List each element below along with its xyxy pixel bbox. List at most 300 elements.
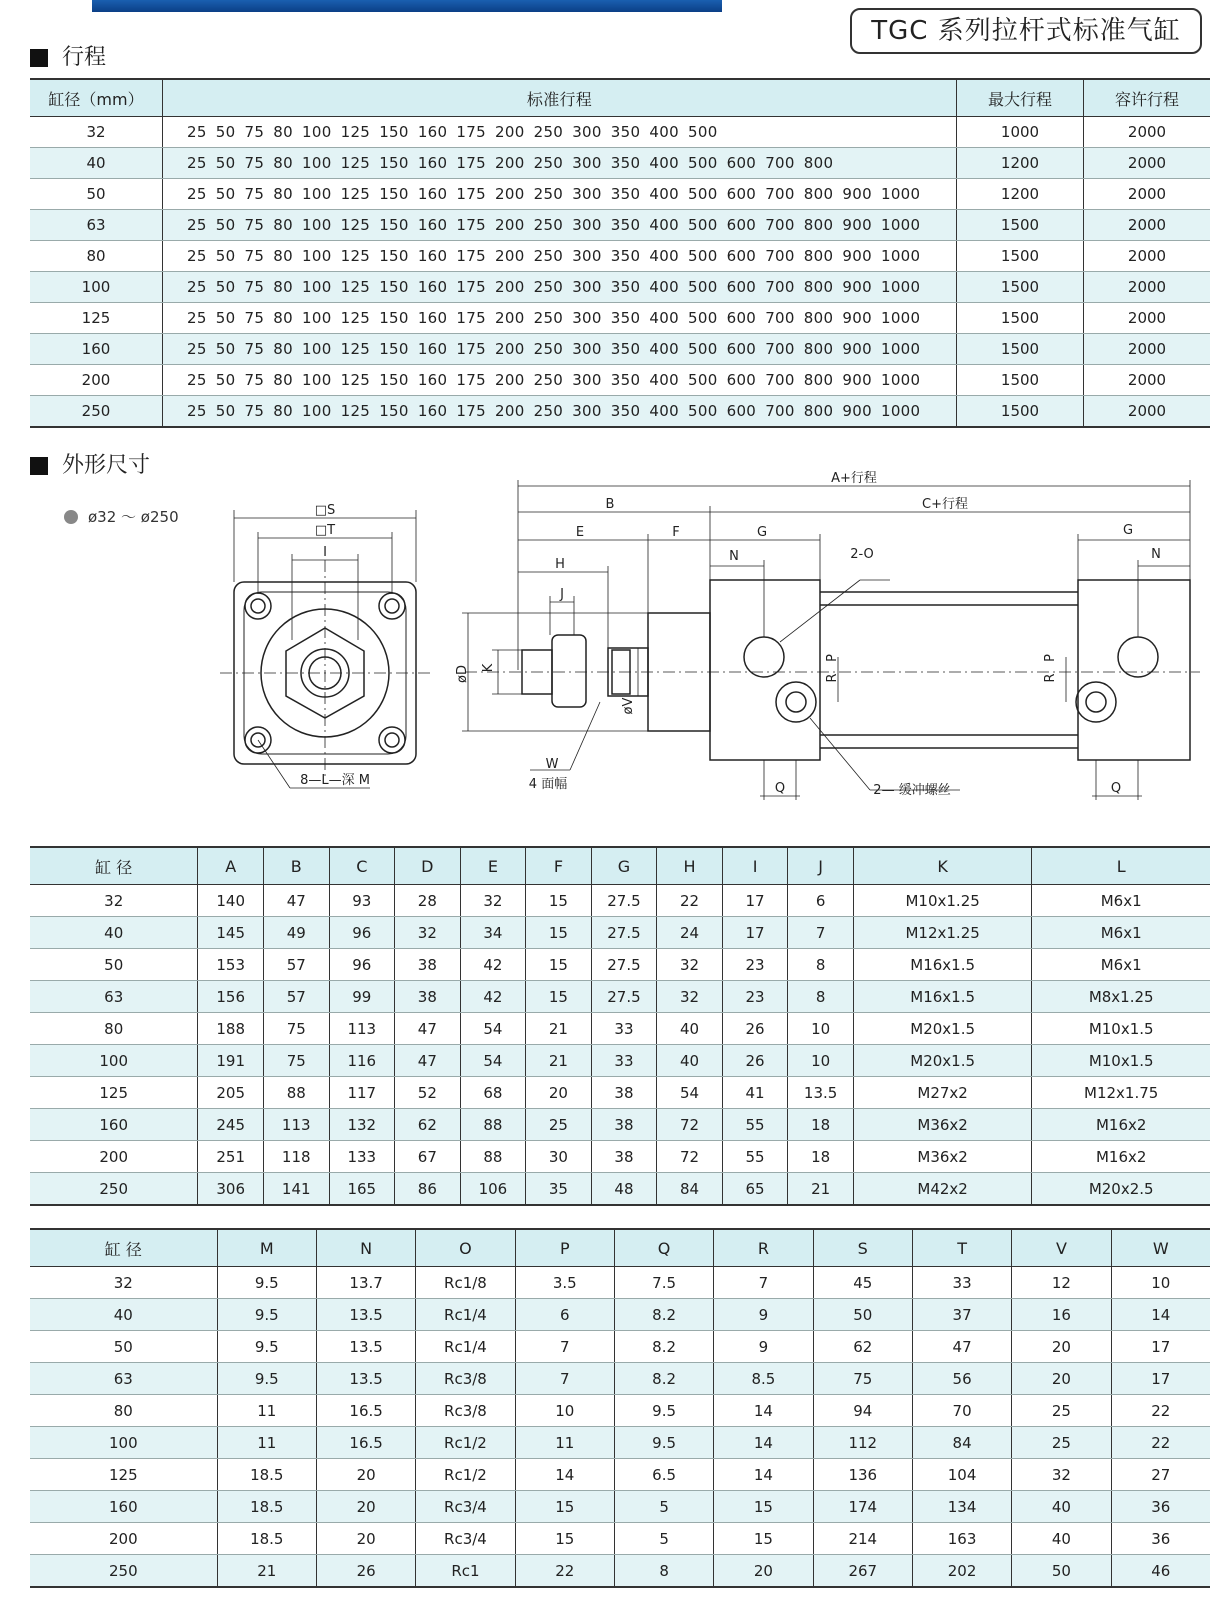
table-cell: 9.5 bbox=[217, 1267, 316, 1299]
table-cell: 15 bbox=[515, 1523, 614, 1555]
table-cell: 156 bbox=[198, 981, 264, 1013]
table-cell: 106 bbox=[460, 1173, 526, 1206]
table-row bbox=[30, 365, 1210, 396]
dim-label-h: H bbox=[555, 557, 565, 572]
section-heading-stroke bbox=[30, 44, 106, 72]
dim-label-f: F bbox=[672, 525, 680, 540]
table-cell: 2000 bbox=[1084, 117, 1211, 148]
table-cell: 80 bbox=[30, 1395, 217, 1427]
table-cell: 1200 bbox=[957, 179, 1084, 210]
table-cell: 25 50 75 80 100 125 150 160 175 200 250 300 350 400 500 600 700 800 900 1000 bbox=[163, 334, 957, 365]
dim-label-p2: P bbox=[1043, 654, 1058, 662]
table-cell: 36 bbox=[1111, 1491, 1210, 1523]
table-cell: 200 bbox=[30, 1141, 198, 1173]
table-cell: 9.5 bbox=[614, 1395, 713, 1427]
table-cell: M27x2 bbox=[853, 1077, 1032, 1109]
top-accent-bar bbox=[92, 0, 722, 12]
table-cell: 52 bbox=[395, 1077, 461, 1109]
table-cell: M8x1.25 bbox=[1032, 981, 1210, 1013]
column-header: E bbox=[460, 847, 526, 885]
table-cell: 50 bbox=[30, 949, 198, 981]
table-cell: 10 bbox=[788, 1045, 854, 1077]
table-cell: 153 bbox=[198, 949, 264, 981]
table-cell: 42 bbox=[460, 981, 526, 1013]
table-cell: 2000 bbox=[1084, 179, 1211, 210]
table-cell: Rc3/8 bbox=[416, 1395, 515, 1427]
table-cell: 8.5 bbox=[714, 1363, 813, 1395]
table-cell: 48 bbox=[591, 1173, 657, 1206]
table-cell: 133 bbox=[329, 1141, 395, 1173]
column-header: 最大行程 bbox=[957, 79, 1084, 117]
table-cell: 267 bbox=[813, 1555, 912, 1588]
table-cell: 125 bbox=[30, 1459, 217, 1491]
table-cell: 41 bbox=[722, 1077, 788, 1109]
table-cell: 250 bbox=[30, 1173, 198, 1206]
table-cell: 26 bbox=[316, 1555, 415, 1588]
table-cell: 50 bbox=[1012, 1555, 1111, 1588]
table-cell: 1500 bbox=[957, 272, 1084, 303]
table-cell: 113 bbox=[329, 1013, 395, 1045]
table-cell: 36 bbox=[1111, 1523, 1210, 1555]
table-cell: Rc1/2 bbox=[416, 1427, 515, 1459]
table-cell: 1000 bbox=[957, 117, 1084, 148]
table-cell: 1500 bbox=[957, 303, 1084, 334]
table-cell: 26 bbox=[722, 1045, 788, 1077]
column-header: M bbox=[217, 1229, 316, 1267]
table-cell: 54 bbox=[460, 1045, 526, 1077]
section-title: 外形尺寸 bbox=[62, 453, 151, 478]
table-cell: M6x1 bbox=[1032, 949, 1210, 981]
table-cell: 165 bbox=[329, 1173, 395, 1206]
table-cell: 32 bbox=[395, 917, 461, 949]
table-cell: 13.5 bbox=[316, 1363, 415, 1395]
table-cell: 16.5 bbox=[316, 1395, 415, 1427]
table-cell: 27.5 bbox=[591, 949, 657, 981]
column-header: 缸 径 bbox=[30, 1229, 217, 1267]
table-row bbox=[30, 303, 1210, 334]
table-cell: 125 bbox=[30, 1077, 198, 1109]
table-cell: 163 bbox=[912, 1523, 1011, 1555]
table-cell: 9.5 bbox=[217, 1331, 316, 1363]
table-cell: 34 bbox=[460, 917, 526, 949]
table-cell: 174 bbox=[813, 1491, 912, 1523]
table-cell: 17 bbox=[1111, 1363, 1210, 1395]
table-cell: 47 bbox=[395, 1045, 461, 1077]
table-row bbox=[30, 241, 1210, 272]
head-cover bbox=[710, 580, 820, 760]
table-cell: 22 bbox=[1111, 1427, 1210, 1459]
table-cell: 30 bbox=[526, 1141, 592, 1173]
dim-label-i: I bbox=[323, 545, 327, 560]
section-title: 行程 bbox=[62, 45, 107, 70]
table-cell: 2000 bbox=[1084, 272, 1211, 303]
table-cell: 8 bbox=[614, 1555, 713, 1588]
table-cell: 12 bbox=[1012, 1267, 1111, 1299]
table-cell: 35 bbox=[526, 1173, 592, 1206]
table-row bbox=[30, 396, 1210, 428]
table-cell: 20 bbox=[1012, 1331, 1111, 1363]
table-cell: M20x1.5 bbox=[853, 1013, 1032, 1045]
table-cell: 28 bbox=[395, 885, 461, 917]
table-cell: 20 bbox=[1012, 1363, 1111, 1395]
dim-label-n: N bbox=[729, 549, 739, 564]
table-cell: 88 bbox=[460, 1109, 526, 1141]
table-cell: 1500 bbox=[957, 210, 1084, 241]
table-cell: 136 bbox=[813, 1459, 912, 1491]
table-cell: 13.5 bbox=[788, 1077, 854, 1109]
table-cell: 75 bbox=[813, 1363, 912, 1395]
table-cell: 7 bbox=[714, 1267, 813, 1299]
table-cell: 134 bbox=[912, 1491, 1011, 1523]
table-cell: 32 bbox=[30, 117, 163, 148]
table-row bbox=[30, 1491, 1210, 1523]
table-cell: 88 bbox=[460, 1141, 526, 1173]
table-cell: 8.2 bbox=[614, 1299, 713, 1331]
column-header: L bbox=[1032, 847, 1210, 885]
dim-label-o: 2-O bbox=[850, 547, 874, 562]
table-cell: 2000 bbox=[1084, 334, 1211, 365]
dim-label-t: □T bbox=[314, 523, 336, 538]
table-cell: 27.5 bbox=[591, 917, 657, 949]
column-header: 标准行程 bbox=[163, 79, 957, 117]
table-cell: 96 bbox=[329, 949, 395, 981]
table-cell: 14 bbox=[1111, 1299, 1210, 1331]
table-cell: 8 bbox=[788, 949, 854, 981]
table-cell: 104 bbox=[912, 1459, 1011, 1491]
table-cell: 140 bbox=[198, 885, 264, 917]
table-cell: 54 bbox=[460, 1013, 526, 1045]
table-cell: 7 bbox=[788, 917, 854, 949]
table-cell: 63 bbox=[30, 210, 163, 241]
table-row bbox=[30, 210, 1210, 241]
table-row bbox=[30, 1459, 1210, 1491]
table-cell: 117 bbox=[329, 1077, 395, 1109]
table-cell: 86 bbox=[395, 1173, 461, 1206]
table-cell: 7 bbox=[515, 1331, 614, 1363]
table-cell: 160 bbox=[30, 1491, 217, 1523]
table-cell: 2000 bbox=[1084, 210, 1211, 241]
table-cell: 17 bbox=[722, 917, 788, 949]
dim-label-d: øD bbox=[455, 665, 470, 683]
table-cell: 11 bbox=[217, 1395, 316, 1427]
table-row bbox=[30, 1109, 1210, 1141]
table-cell: Rc1/4 bbox=[416, 1299, 515, 1331]
table-cell: 191 bbox=[198, 1045, 264, 1077]
dim-label-w: W bbox=[545, 757, 559, 772]
table-cell: 200 bbox=[30, 365, 163, 396]
table-cell: 33 bbox=[912, 1267, 1011, 1299]
dim-label-q2: Q bbox=[1110, 781, 1122, 796]
column-header: R bbox=[714, 1229, 813, 1267]
table-cell: M10x1.25 bbox=[853, 885, 1032, 917]
column-header: K bbox=[853, 847, 1032, 885]
table-cell: 13.5 bbox=[316, 1331, 415, 1363]
table-cell: 20 bbox=[316, 1523, 415, 1555]
table-cell: 23 bbox=[722, 949, 788, 981]
table-cell: M16x2 bbox=[1032, 1109, 1210, 1141]
table-cell: 38 bbox=[591, 1109, 657, 1141]
table-cell: 16 bbox=[1012, 1299, 1111, 1331]
table-cell: 25 50 75 80 100 125 150 160 175 200 250 300 350 400 500 600 700 800 900 1000 bbox=[163, 272, 957, 303]
table-cell: 17 bbox=[1111, 1331, 1210, 1363]
table-cell: 9.5 bbox=[217, 1363, 316, 1395]
table-cell: M6x1 bbox=[1032, 917, 1210, 949]
table-cell: 26 bbox=[722, 1013, 788, 1045]
table-cell: 116 bbox=[329, 1045, 395, 1077]
table-cell: 14 bbox=[714, 1427, 813, 1459]
table-cell: 10 bbox=[515, 1395, 614, 1427]
table-row bbox=[30, 179, 1210, 210]
table-row bbox=[30, 1427, 1210, 1459]
column-header: 缸径（mm） bbox=[30, 79, 163, 117]
table-cell: M16x2 bbox=[1032, 1141, 1210, 1173]
table-cell: 25 bbox=[526, 1109, 592, 1141]
table-cell: 49 bbox=[263, 917, 329, 949]
table-cell: 9 bbox=[714, 1299, 813, 1331]
dimension-drawing bbox=[0, 470, 1222, 820]
table-cell: M10x1.5 bbox=[1032, 1045, 1210, 1077]
table-cell: 21 bbox=[526, 1013, 592, 1045]
hole-note: 8—L—深 M bbox=[300, 773, 370, 788]
table-cell: 27.5 bbox=[591, 885, 657, 917]
table-cell: 16.5 bbox=[316, 1427, 415, 1459]
table-cell: 62 bbox=[813, 1331, 912, 1363]
table-cell: 188 bbox=[198, 1013, 264, 1045]
table-cell: 80 bbox=[30, 241, 163, 272]
table-cell: 27 bbox=[1111, 1459, 1210, 1491]
table-cell: 25 50 75 80 100 125 150 160 175 200 250 300 350 400 500 600 700 800 900 1000 bbox=[163, 241, 957, 272]
table-cell: 99 bbox=[329, 981, 395, 1013]
table-cell: 100 bbox=[30, 1427, 217, 1459]
table-cell: 32 bbox=[30, 885, 198, 917]
table-cell: 21 bbox=[788, 1173, 854, 1206]
table-cell: 15 bbox=[714, 1523, 813, 1555]
dim-label-g: G bbox=[756, 525, 768, 540]
table-cell: 25 bbox=[1012, 1395, 1111, 1427]
table-cell: 2000 bbox=[1084, 303, 1211, 334]
table-cell: 25 50 75 80 100 125 150 160 175 200 250 300 350 400 500 600 700 800 bbox=[163, 148, 957, 179]
table-cell: 50 bbox=[30, 179, 163, 210]
table-cell: 21 bbox=[526, 1045, 592, 1077]
table-cell: 24 bbox=[657, 917, 723, 949]
table-cell: 21 bbox=[217, 1555, 316, 1588]
column-header: D bbox=[395, 847, 461, 885]
table-cell: 75 bbox=[263, 1013, 329, 1045]
table-cell: Rc1/8 bbox=[416, 1267, 515, 1299]
table-cell: 40 bbox=[30, 1299, 217, 1331]
column-header: H bbox=[657, 847, 723, 885]
table-cell: 38 bbox=[395, 949, 461, 981]
cushion-note: 2— 缓冲螺丝 bbox=[873, 783, 951, 798]
stroke-table bbox=[30, 78, 1210, 428]
table-cell: 23 bbox=[722, 981, 788, 1013]
table-cell: 17 bbox=[722, 885, 788, 917]
table-cell: 33 bbox=[591, 1013, 657, 1045]
table-cell: Rc1/4 bbox=[416, 1331, 515, 1363]
table-cell: 22 bbox=[657, 885, 723, 917]
table-cell: 32 bbox=[460, 885, 526, 917]
table-cell: 54 bbox=[657, 1077, 723, 1109]
table-cell: 125 bbox=[30, 303, 163, 334]
table-cell: 38 bbox=[591, 1077, 657, 1109]
dim-label-k: K bbox=[481, 663, 496, 673]
table-cell: 306 bbox=[198, 1173, 264, 1206]
table-cell: 113 bbox=[263, 1109, 329, 1141]
table-cell: 13.5 bbox=[316, 1299, 415, 1331]
table-cell: M6x1 bbox=[1032, 885, 1210, 917]
table-cell: 15 bbox=[526, 981, 592, 1013]
table-cell: 8.2 bbox=[614, 1363, 713, 1395]
column-header: I bbox=[722, 847, 788, 885]
table-cell: 63 bbox=[30, 981, 198, 1013]
column-header: O bbox=[416, 1229, 515, 1267]
table-cell: Rc1 bbox=[416, 1555, 515, 1588]
table-row bbox=[30, 1013, 1210, 1045]
column-header: B bbox=[263, 847, 329, 885]
cap-cover bbox=[1078, 580, 1190, 760]
dim-label-r: R bbox=[825, 673, 840, 683]
table-cell: 94 bbox=[813, 1395, 912, 1427]
table-cell: 15 bbox=[714, 1491, 813, 1523]
table-cell: 250 bbox=[30, 396, 163, 428]
table-row bbox=[30, 917, 1210, 949]
table-cell: 25 50 75 80 100 125 150 160 175 200 250 300 350 400 500 600 700 800 900 1000 bbox=[163, 303, 957, 334]
table-cell: 9.5 bbox=[217, 1299, 316, 1331]
table-cell: 20 bbox=[316, 1459, 415, 1491]
column-header: 容许行程 bbox=[1084, 79, 1211, 117]
table-cell: 25 50 75 80 100 125 150 160 175 200 250 300 350 400 500 600 700 800 900 1000 bbox=[163, 210, 957, 241]
table-cell: 50 bbox=[30, 1331, 217, 1363]
table-cell: M16x1.5 bbox=[853, 949, 1032, 981]
table-cell: 7.5 bbox=[614, 1267, 713, 1299]
column-header: W bbox=[1111, 1229, 1210, 1267]
table-cell: 5 bbox=[614, 1491, 713, 1523]
table-cell: 80 bbox=[30, 1013, 198, 1045]
table-cell: 32 bbox=[30, 1267, 217, 1299]
table-cell: 56 bbox=[912, 1363, 1011, 1395]
table-cell: 70 bbox=[912, 1395, 1011, 1427]
table-cell: 18.5 bbox=[217, 1523, 316, 1555]
table-cell: 22 bbox=[1111, 1395, 1210, 1427]
table-cell: 47 bbox=[263, 885, 329, 917]
column-header: P bbox=[515, 1229, 614, 1267]
table-cell: 118 bbox=[263, 1141, 329, 1173]
table-cell: Rc3/8 bbox=[416, 1363, 515, 1395]
table-cell: 38 bbox=[591, 1141, 657, 1173]
table-row bbox=[30, 334, 1210, 365]
table-row bbox=[30, 1267, 1210, 1299]
column-header: A bbox=[198, 847, 264, 885]
table-cell: 47 bbox=[912, 1331, 1011, 1363]
table-cell: 2000 bbox=[1084, 396, 1211, 428]
table-cell: 6 bbox=[515, 1299, 614, 1331]
table-cell: 8.2 bbox=[614, 1331, 713, 1363]
table-cell: 37 bbox=[912, 1299, 1011, 1331]
table-cell: 14 bbox=[515, 1459, 614, 1491]
table-cell: 20 bbox=[714, 1555, 813, 1588]
table-row bbox=[30, 1045, 1210, 1077]
dim-label-v: øV bbox=[621, 697, 636, 715]
table-cell: 40 bbox=[30, 148, 163, 179]
table-cell: 45 bbox=[813, 1267, 912, 1299]
table-cell: 202 bbox=[912, 1555, 1011, 1588]
column-header: G bbox=[591, 847, 657, 885]
table-row bbox=[30, 272, 1210, 303]
table-cell: 62 bbox=[395, 1109, 461, 1141]
table-cell: 18 bbox=[788, 1109, 854, 1141]
table-cell: 8 bbox=[788, 981, 854, 1013]
table-cell: M42x2 bbox=[853, 1173, 1032, 1206]
table-cell: 40 bbox=[1012, 1491, 1111, 1523]
column-header: F bbox=[526, 847, 592, 885]
table-cell: 32 bbox=[657, 949, 723, 981]
table-cell: 100 bbox=[30, 272, 163, 303]
table-row bbox=[30, 148, 1210, 179]
table-cell: Rc3/4 bbox=[416, 1491, 515, 1523]
table-cell: M36x2 bbox=[853, 1141, 1032, 1173]
table-cell: 9 bbox=[714, 1331, 813, 1363]
table-cell: 160 bbox=[30, 334, 163, 365]
table-cell: 40 bbox=[657, 1045, 723, 1077]
table-row bbox=[30, 1173, 1210, 1206]
table-cell: 9.5 bbox=[614, 1427, 713, 1459]
dim-label-c: C+行程 bbox=[922, 497, 968, 512]
dimension-table-1 bbox=[30, 846, 1210, 1206]
table-cell: M20x1.5 bbox=[853, 1045, 1032, 1077]
table-cell: 250 bbox=[30, 1555, 217, 1588]
dim-label-g2: G bbox=[1122, 523, 1134, 538]
table-cell: 200 bbox=[30, 1523, 217, 1555]
dim-label-q: Q bbox=[774, 781, 786, 796]
table-row bbox=[30, 1555, 1210, 1588]
dim-label-e: E bbox=[575, 525, 585, 540]
table-cell: 1200 bbox=[957, 148, 1084, 179]
table-cell: 1500 bbox=[957, 396, 1084, 428]
table-row bbox=[30, 949, 1210, 981]
dimension-table-2 bbox=[30, 1228, 1210, 1588]
table-cell: 14 bbox=[714, 1395, 813, 1427]
table-cell: 33 bbox=[591, 1045, 657, 1077]
table-cell: 7 bbox=[515, 1363, 614, 1395]
table-row bbox=[30, 117, 1210, 148]
table-row bbox=[30, 981, 1210, 1013]
table-cell: 96 bbox=[329, 917, 395, 949]
table-cell: 1500 bbox=[957, 365, 1084, 396]
dim-label-p: P bbox=[825, 654, 840, 662]
table-cell: 1500 bbox=[957, 334, 1084, 365]
dim-label-r2: R bbox=[1043, 673, 1058, 683]
table-cell: 112 bbox=[813, 1427, 912, 1459]
table-cell: 72 bbox=[657, 1141, 723, 1173]
table-cell: 72 bbox=[657, 1109, 723, 1141]
table-cell: 1500 bbox=[957, 241, 1084, 272]
table-cell: 132 bbox=[329, 1109, 395, 1141]
table-cell: 88 bbox=[263, 1077, 329, 1109]
column-header: V bbox=[1012, 1229, 1111, 1267]
table-row bbox=[30, 1395, 1210, 1427]
column-header: Q bbox=[614, 1229, 713, 1267]
column-header: C bbox=[329, 847, 395, 885]
table-cell: 15 bbox=[515, 1491, 614, 1523]
table-cell: 25 50 75 80 100 125 150 160 175 200 250 300 350 400 500 600 700 800 900 1000 bbox=[163, 396, 957, 428]
table-cell: 20 bbox=[526, 1077, 592, 1109]
table-row bbox=[30, 1141, 1210, 1173]
column-header: S bbox=[813, 1229, 912, 1267]
table-cell: 57 bbox=[263, 949, 329, 981]
table-cell: 6.5 bbox=[614, 1459, 713, 1491]
dim-label-b: B bbox=[605, 497, 615, 512]
table-cell: 32 bbox=[657, 981, 723, 1013]
